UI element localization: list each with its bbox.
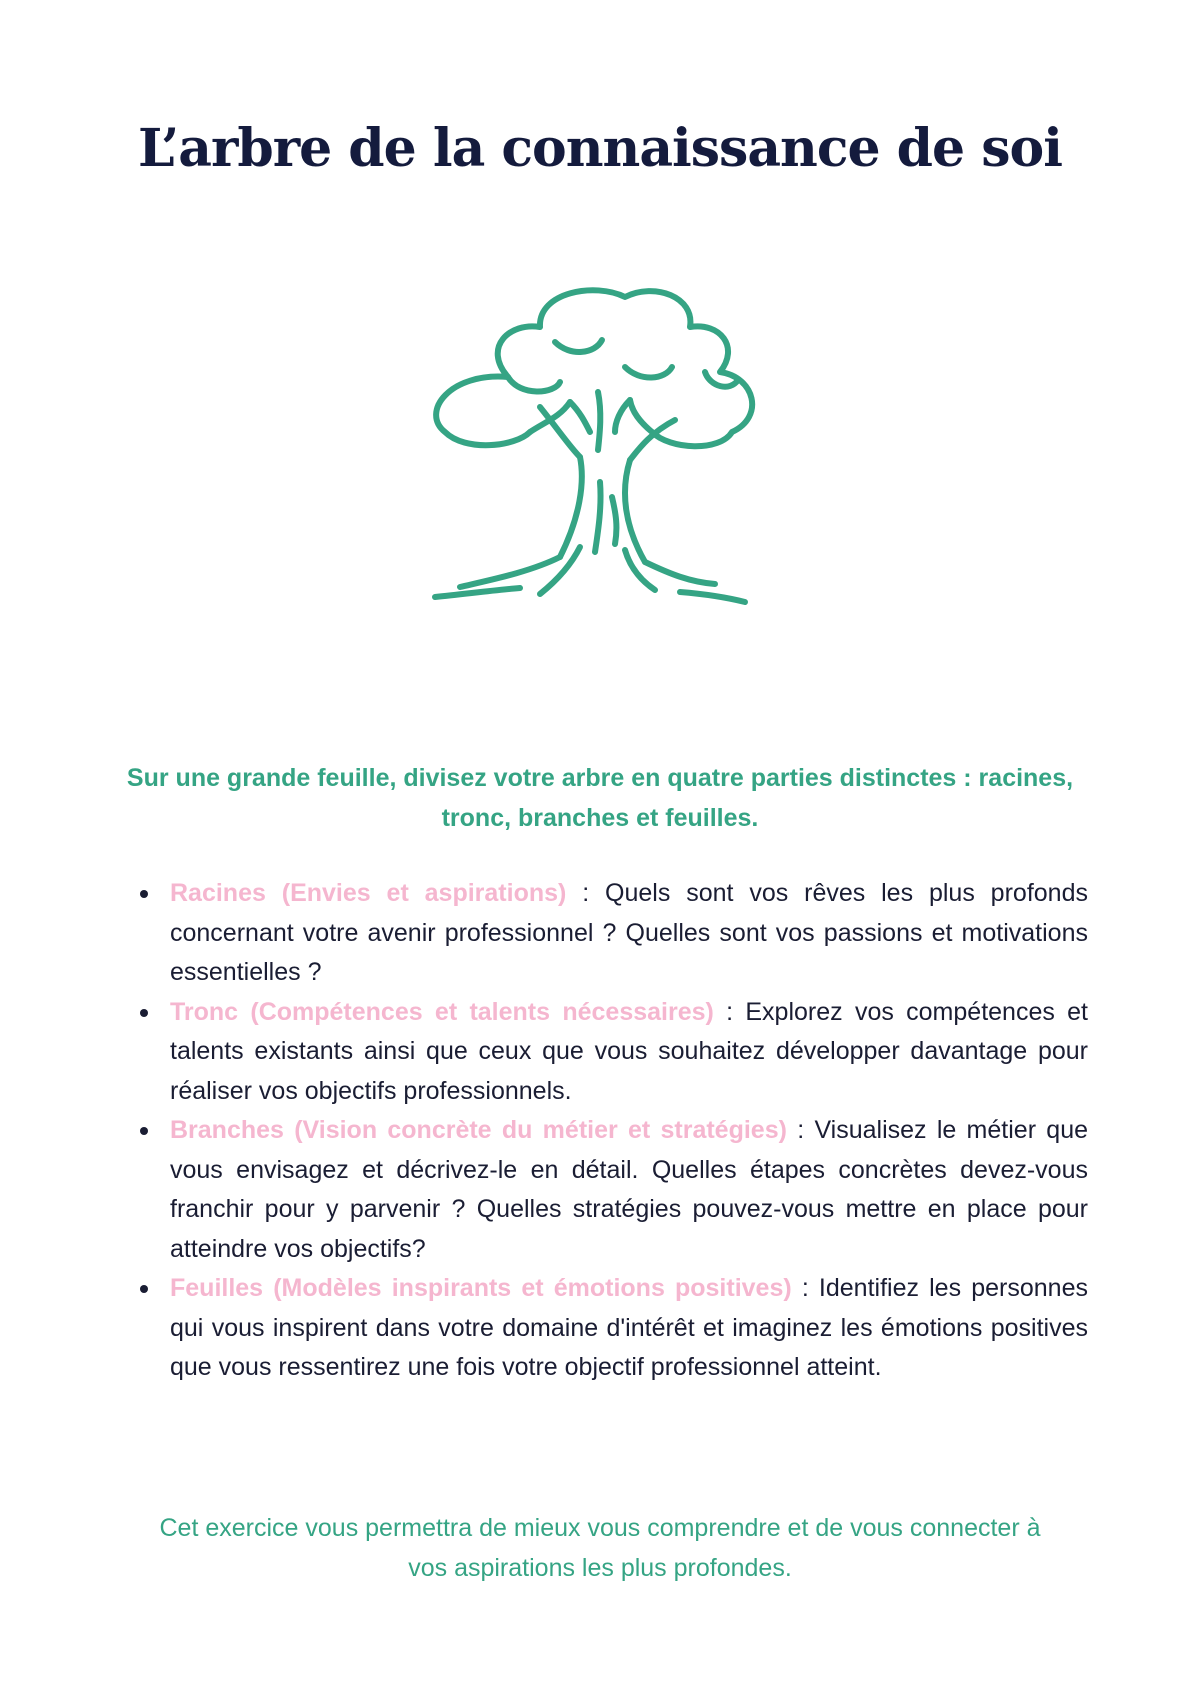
- bullet-icon: [140, 1285, 148, 1293]
- list-item-branches: [170, 1111, 1088, 1269]
- item-text: : Visualisez le métier que vous envisagez et décrivez-le en détail. Quelles étapes concrètes devez-vous franchir pour y parvenir ? Quelles stratégies pouvez-vous mettre en place pour atteindre vos objectifs?: [170, 1116, 1089, 1263]
- item-text: : Quels sont vos rêves les plus profonds concernant votre avenir professionnel ? Quelles sont vos passions et motivations essentielles ?: [170, 879, 1088, 986]
- bullet-icon: [140, 1127, 148, 1135]
- item-label: Feuilles (Modèles inspirants et émotions positives): [170, 1274, 792, 1302]
- tree-parts-list: [170, 874, 1088, 1388]
- intro-instruction: Sur une grande feuille, divisez votre arbre en quatre parties distinctes : racines, tronc, branches et feuilles.: [126, 764, 1074, 832]
- bullet-icon: [140, 1009, 148, 1017]
- page-title: L’arbre de la connaissance de soi: [138, 118, 1062, 179]
- closing-statement: Cet exercice vous permettra de mieux vous comprendre et de vous connecter à vos aspirations les plus profondes.: [159, 1514, 1041, 1582]
- item-label: Racines (Envies et aspirations): [170, 879, 567, 907]
- list-item-feuilles: [170, 1269, 1088, 1388]
- list-item-tronc: [170, 993, 1088, 1112]
- item-label: Branches (Vision concrète du métier et stratégies): [170, 1116, 787, 1144]
- list-item-racines: [170, 874, 1088, 993]
- item-label: Tronc (Compétences et talents nécessaires): [170, 997, 714, 1026]
- tree-illustration: [420, 282, 790, 612]
- bullet-icon: [140, 890, 148, 898]
- item-text: : Identifiez les personnes qui vous inspirent dans votre domaine d'intérêt et imaginez les émotions positives que vous ressentirez une fois votre objectif professionnel atteint.: [170, 1274, 1088, 1381]
- item-text: : Explorez vos compétences et talents existants ainsi que ceux que vous souhaitez développer davantage pour réaliser vos objectifs professionnels.: [170, 997, 1088, 1105]
